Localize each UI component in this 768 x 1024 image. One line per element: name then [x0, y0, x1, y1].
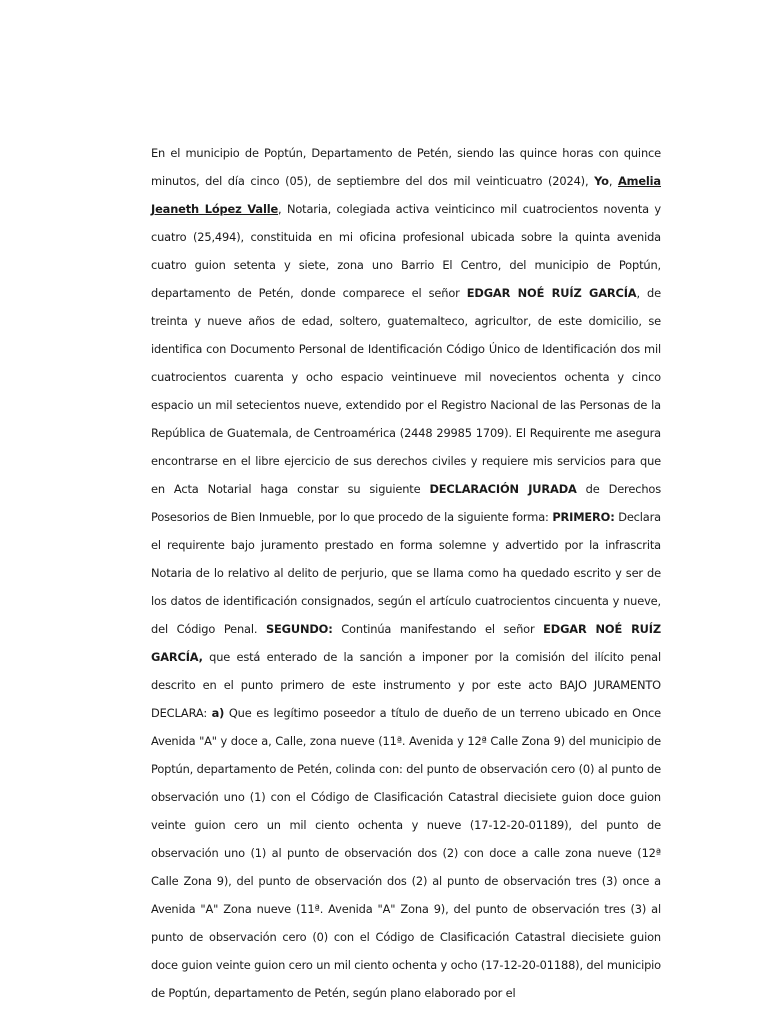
bold-text-segment: Yo: [594, 174, 609, 188]
bold-text-segment: EDGAR NOÉ RUÍZ GARCÍA: [466, 286, 637, 300]
bold-text-segment: a): [211, 706, 225, 720]
text-segment: En el municipio de Poptún, Departamento de Petén, siendo las quince horas con quince minutos, del día cinco (05), de septiembre del dos mil veinticuatro (2024),: [151, 146, 661, 188]
bold-text-segment: SEGUNDO:: [266, 622, 333, 636]
bold-text-segment: EDGAR NOÉ RUÍZ GARCÍA,: [151, 622, 661, 664]
text-segment: ,: [608, 174, 618, 188]
document-body-paragraph: [151, 139, 661, 1007]
text-segment: de Derechos Posesorios de Bien Inmueble, por lo que procedo de la siguiente forma:: [151, 482, 661, 524]
text-segment: Que es legítimo poseedor a título de dueño de un terreno ubicado en Once Avenida "A" y doce a, Calle, zona nueve (11ª. Avenida y 12ª Calle Zona 9) del municipio de Poptún, departamento de Petén, colinda con: del punto de observación cero (0) al punto de observación uno (1) con el Código de Clasificación Catastral diecisiete guion doce guion veinte guion cero un mil ciento ochenta y nueve (17-12-20-01189), del punto de observación uno (1) al punto de observación dos (2) con doce a calle zona nueve (12ª Calle Zona 9), del punto de observación dos (2) al punto de observación tres (3) once a Avenida "A" Zona nueve (11ª. Avenida "A" Zona 9), del punto de observación tres (3) al punto de observación cero (0) con el Código de Clasificación Catastral diecisiete guion doce guion veinte guion cero un mil ciento ochenta y ocho (17-12-20-01188), del municipio de Poptún, departamento de Petén, según plano elaborado por el: [151, 706, 661, 1000]
text-segment: Continúa manifestando el señor: [332, 622, 544, 636]
text-segment: Declara el requirente bajo juramento prestado en forma solemne y advertido por la infrascrita Notaria de lo relativo al delito de perjurio, que se llama como ha quedado escrito y ser de los datos de identificación consignados, según el artículo cuatrocientos cincuenta y nueve, del Código Penal.: [151, 510, 661, 636]
text-segment: que está enterado de la sanción a imponer por la comisión del ilícito penal descrito en el punto primero de este instrumento y por este acto BAJO JURAMENTO DECLARA:: [151, 650, 661, 720]
notary-name: Amelia Jeaneth López Valle: [151, 174, 661, 216]
bold-text-segment: PRIMERO:: [552, 510, 615, 524]
bold-text-segment: DECLARACIÓN JURADA: [429, 482, 577, 496]
text-segment: , Notaria, colegiada activa veinticinco mil cuatrocientos noventa y cuatro (25,494), constituida en mi oficina profesional ubicada sobre la quinta avenida cuatro guion setenta y siete, zona uno Barrio El Centro, del municipio de Poptún, departamento de Petén, donde comparece el señor: [151, 202, 661, 300]
text-segment: , de treinta y nueve años de edad, soltero, guatemalteco, agricultor, de este domicilio, se identifica con Documento Personal de Identificación Código Único de Identificación dos mil cuatrocientos cuarenta y ocho espacio veintinueve mil novecientos ochenta y cinco espacio un mil setecientos nueve, extendido por el Registro Nacional de las Personas de la República de Guatemala, de Centroamérica (2448 29985 1709). El Requirente me asegura encontrarse en el libre ejercicio de sus derechos civiles y requiere mis servicios para que en Acta Notarial haga constar su siguiente: [151, 286, 661, 496]
